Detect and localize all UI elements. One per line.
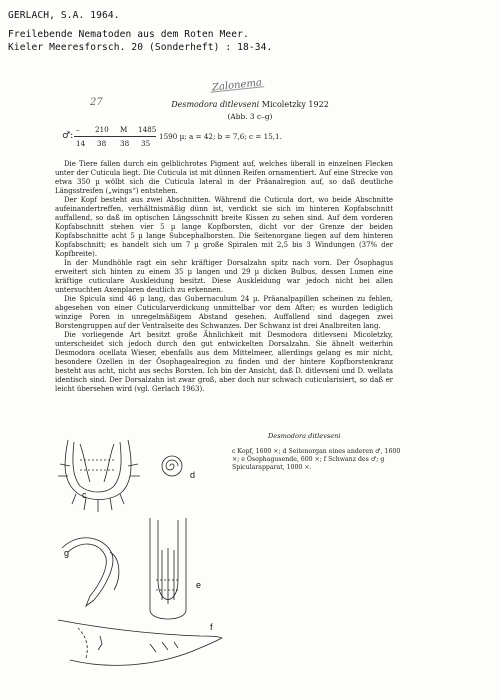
figure-label-f: f — [210, 622, 213, 632]
formula-bottom-3: 38 — [120, 139, 130, 148]
drawing-amphid-d — [162, 456, 182, 476]
handwritten-number-note: 27 — [90, 97, 103, 108]
figure-caption-title: Desmodora ditlevseni — [268, 432, 341, 440]
reference-title: Freilebende Nematoden aus dem Roten Meer. — [8, 29, 249, 40]
paragraph-comparison: Die vorliegende Art besitzt große Ähnlichkeit mit Desmodora ditlevseni Micoletzky, unterscheidet sich jedoch durch den gut entwickelten Dorsalzahn. Sie ähnelt weiterhin Desmodora ocellata Wieser, ebenfalls aus dem Mittelmeer, allerdings gelang es mir nicht, besondere Ozellen in der Ösophagealregion zu finden und der hintere Kopfborstenkranz besteht aus acht, nicht aus sechs Borsten. Ich bin der Ansicht, daß D. ditlevseni und D. wellata identisch sind. Der Dorsalzahn ist zwar groß, aber doch nur schwach cuticularisiert, so daß er leicht übersehen wird (vgl. Gerlach 1963). — [55, 331, 393, 393]
drawing-tail-f — [58, 620, 222, 665]
figure-drawings — [50, 430, 230, 688]
formula-top-1: – — [76, 125, 80, 134]
male-symbol: ♂: — [62, 131, 74, 141]
species-epithet: ditlevseni — [219, 100, 260, 109]
paragraph-mouth: In der Mundhöhle ragt ein sehr kräftiger Dorsalzahn spitz nach vorn. Der Ösophagus erweitert sich hinten zu einem 35 µ langen und 29 µ dicken Bulbus, dessen Lumen eine kräftige cuticulare Auskleidung besitzt. Diese Auskleidung war jedoch nicht bei allen untersuchten Axenplaren deutlich zu erkennen. — [55, 259, 393, 294]
figure-label-e: e — [196, 580, 202, 590]
drawing-spicula-g — [62, 538, 119, 606]
figure-label-g: g — [64, 548, 70, 558]
formula-bottom-4: 35 — [141, 139, 151, 148]
de-man-formula — [62, 124, 422, 154]
formula-measurements: 1590 µ; a = 42; b = 7,6; c = 15,1. — [159, 132, 282, 141]
paragraph-spicula: Die Spicula sind 46 µ lang, das Gubernaculum 24 µ. Präanalpapillen scheinen zu fehlen, abgesehen von einer Cuticularverdickung unmittelbar vor dem After; es wurden lediglich winzige Poren in unregelmäßigem Abstand gesehen. Auffallend sind dagegen zwei Borstengruppen auf der Ventralseite des Schwanzes. Der Schwanz ist drei Analbreiten lang. — [55, 295, 393, 330]
figure-label-d: d — [190, 470, 196, 480]
paragraph-head: Der Kopf besteht aus zwei Abschnitten. Während die Cuticula dort, wo beide Abschnitte aufeinandertreffen, verhältnismäßig dünn ist, verdickt sie sich im hinteren Kopfabschnitt auffallend, so daß im optischen Längsschnitt breite Kissen zu sehen sind. Auf dem vorderen Kopfabschnitt stehen vier 5 µ lange Kopfborsten, dicht vor der Grenze der beiden Kopfabschnitte acht 5 µ lange Subcephalborsten. Die Seitenorgane liegen auf dem hinteren Kopfabschnitt; es handelt sich um 7 µ große Spiralen mit 2,5 bis 3 Windungen (37% der Kopfbreite). — [55, 196, 393, 258]
species-heading — [0, 100, 500, 109]
formula-top-4: 1485 — [138, 125, 157, 134]
figure-drawings-svg — [50, 430, 230, 688]
drawing-head-c — [58, 440, 140, 512]
formula-fraction-bar — [74, 136, 156, 137]
figure-caption: c Kopf, 1600 ×; d Seitenorgan eines anderen ♂, 1600 ×; e Ösophagusende, 600 ×; f Schwanz des ♂; g Spicularapparat, 1000 ×. — [232, 448, 401, 472]
formula-top-2: 210 — [95, 125, 109, 134]
figure-reference: (Abb. 3 c–g) — [227, 112, 273, 121]
handwritten-genus-note: Zalonema — [211, 77, 263, 94]
paragraph-pigment: Die Tiere fallen durch ein gelblichrotes Pigment auf, welches überall in einzelnen Flecken unter der Cuticula liegt. Die Cuticula ist mit dünnen Reifen ornamentiert. Auf eine Strecke von etwa 350 µ wölbt sich die Cuticula lateral in der Präanalregion auf, so daß deutliche Längsstreifen („wings“) entstehen. — [55, 160, 393, 195]
drawing-oesophagus-e — [150, 518, 186, 619]
description-text — [55, 160, 393, 394]
species-author: Micoletzky 1922 — [261, 100, 329, 109]
figure-label-c: c — [82, 490, 87, 500]
reference-author-year: GERLACH, S.A. 1964. — [8, 10, 120, 21]
species-genus: Desmodora — [171, 100, 218, 109]
formula-bottom-2: 38 — [97, 139, 107, 148]
formula-bottom-1: 14 — [76, 139, 86, 148]
formula-top-3: M — [120, 125, 128, 134]
reference-journal: Kieler Meeresforsch. 20 (Sonderheft) : 18-34. — [8, 42, 273, 53]
